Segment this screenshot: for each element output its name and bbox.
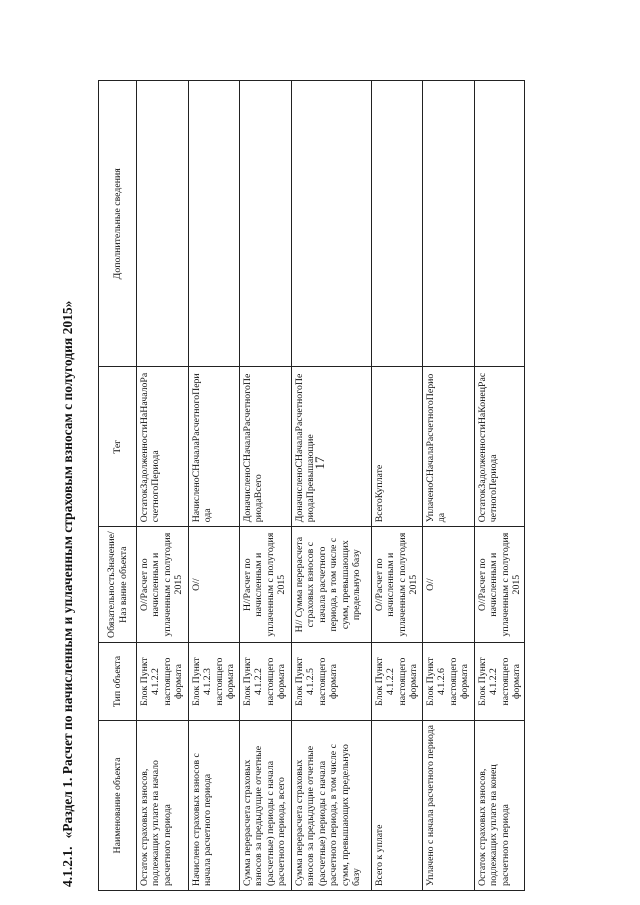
cell-type: Блок Пункт 4.1.2.2 настоящего формата <box>474 643 525 721</box>
section-number: 4.1.2.1. <box>60 846 75 887</box>
table-row <box>474 81 525 891</box>
cell-name: Остаток страховых взносов, подлежащих уплате на конец расчетного периода <box>474 721 525 891</box>
table-row <box>422 81 474 891</box>
cell-type: Блок Пункт 4.1.2.3 настоящего формата <box>189 643 240 721</box>
cell-obligation: О//Расчет по начисленным и уплаченным с полугодия 2015 <box>137 527 189 643</box>
cell-additional-info <box>239 81 291 367</box>
cell-obligation: О// <box>422 527 474 643</box>
page-number: 17 <box>312 456 327 470</box>
cell-type: Блок Пункт 4.1.2.5 настоящего формата <box>291 643 371 721</box>
cell-tag: ВсегоКуплате <box>371 367 422 527</box>
cell-tag: ОстатокЗадолженностиНаНачалоРасчетногоПериода <box>137 367 189 527</box>
header-type: Тип объекта <box>99 643 137 721</box>
cell-tag: НачисленоСНачалаРасчетногоПериода <box>189 367 240 527</box>
cell-obligation: О// <box>189 527 240 643</box>
cell-obligation: Н// Сумма перерасчета страховых взносов с начала расчетного периода, в том числе с сумм, превышающих предельную базу <box>291 527 371 643</box>
table-row <box>239 81 291 891</box>
cell-obligation: О//Расчет по начисленным и уплаченным с полугодия 2015 <box>371 527 422 643</box>
table-row <box>137 81 189 891</box>
cell-additional-info <box>291 81 371 367</box>
cell-obligation: О//Расчет по начисленным и уплаченным с полугодия 2015 <box>474 527 525 643</box>
table-row <box>291 81 371 891</box>
header-name: Наименование объекта <box>99 721 137 891</box>
cell-name: Уплачено с начала расчетного периода <box>422 721 474 891</box>
cell-type: Блок Пункт 4.1.2.6 настоящего формата <box>422 643 474 721</box>
cell-name: Остаток страховых взносов, подлежащих уплате на начало расчетного периода <box>137 721 189 891</box>
cell-additional-info <box>422 81 474 367</box>
cell-additional-info <box>474 81 525 367</box>
cell-type: Блок Пункт 4.1.2.2 настоящего формата <box>239 643 291 721</box>
header-additional-info: Дополнительные сведения <box>99 81 137 367</box>
table-row <box>189 81 240 891</box>
cell-type: Блок Пункт 4.1.2.2 настоящего формата <box>371 643 422 721</box>
cell-name: Начислено страховых взносов с начала расчетного периода <box>189 721 240 891</box>
cell-tag: ДоначисленоСНачалаРасчетногоПериодаВсего <box>239 367 291 527</box>
header-obligation: ОбязательностьЗначение/Наз вание объекта <box>99 527 137 643</box>
cell-additional-info <box>137 81 189 367</box>
cell-tag: УплаченоСНачалаРасчетногоПериода <box>422 367 474 527</box>
cell-obligation: Н//Расчет по начисленным и уплаченным с полугодия 2015 <box>239 527 291 643</box>
cell-name: Сумма перерасчета страховых взносов за предыдущие отчетные (расчетные) периоды с начала расчетного периода, всего <box>239 721 291 891</box>
cell-name: Всего к уплате <box>371 721 422 891</box>
cell-additional-info <box>189 81 240 367</box>
header-tag: Тег <box>99 367 137 527</box>
object-table <box>98 80 525 891</box>
cell-name: Сумма перерасчета страховых взносов за предыдущие отчетные (расчетные) периоды с начала расчетного периода, в том числе с сумм, превышающих предельную базу <box>291 721 371 891</box>
table-header-row <box>99 81 137 891</box>
table-row <box>371 81 422 891</box>
section-heading <box>60 87 76 887</box>
cell-additional-info <box>371 81 422 367</box>
cell-tag: ОстатокЗадолженностиНаКонецРасчетногоПериода <box>474 367 525 527</box>
cell-type: Блок Пункт 4.1.2.2 настоящего формата <box>137 643 189 721</box>
cell-tag: ДоначисленоСНачалаРасчетногоПериодаПревышающие <box>291 367 371 527</box>
section-title: «Раздел 1. Расчет по начисленным и уплаченным страховым взносам с полугодия 2015» <box>60 300 75 839</box>
